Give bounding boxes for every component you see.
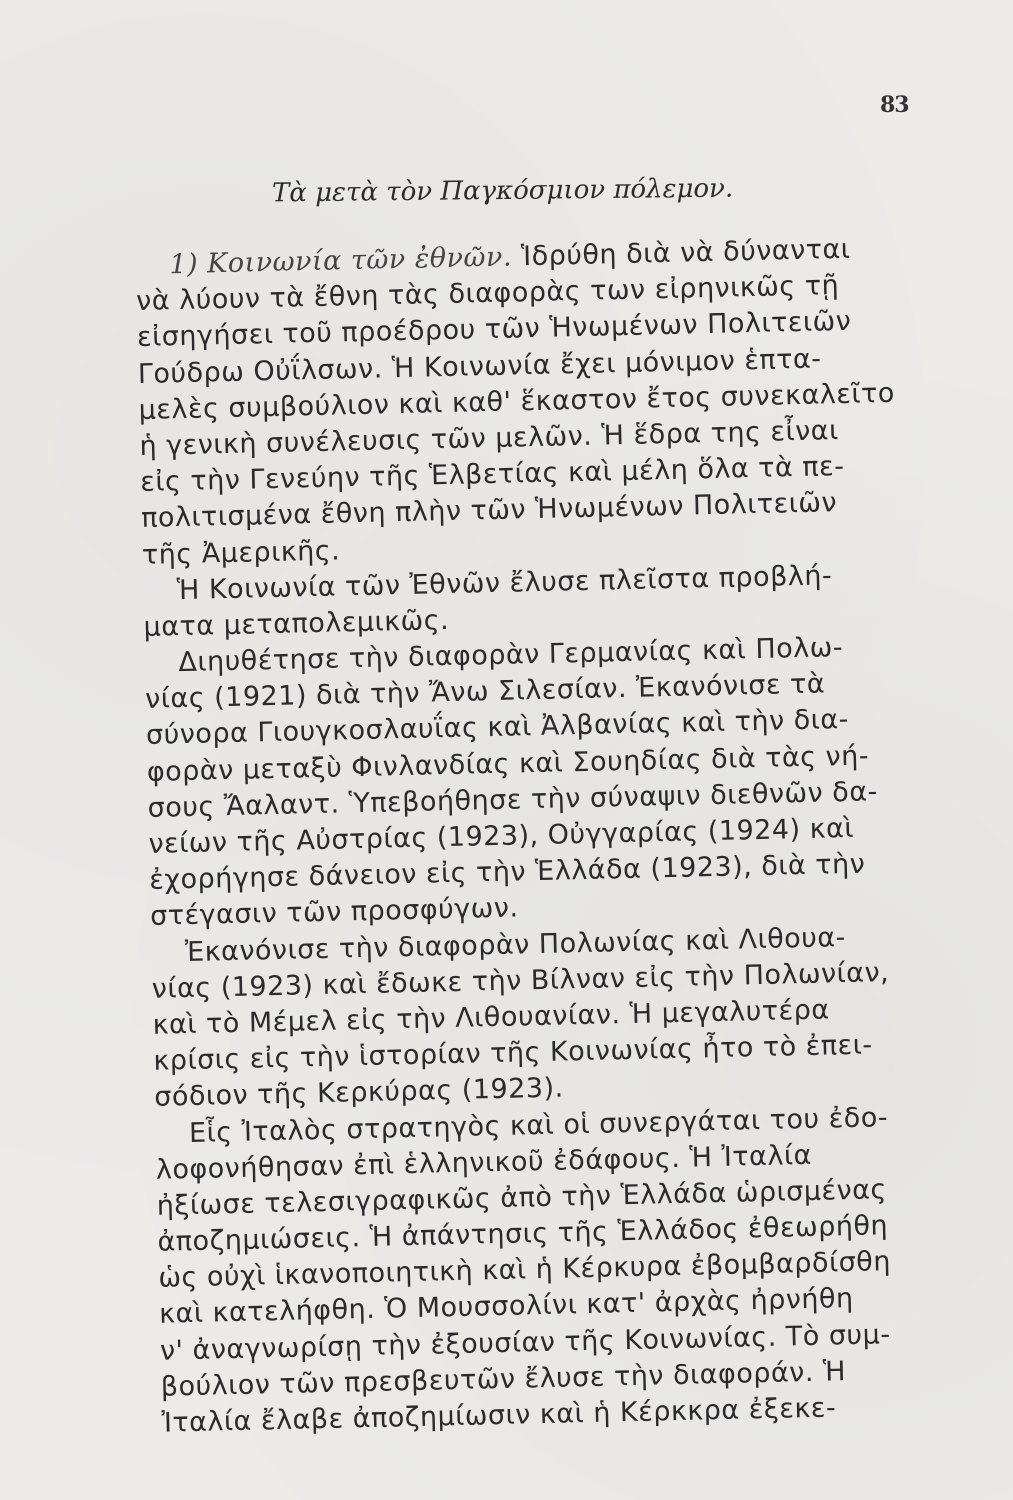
text-line: εἰς τὴν Γενεύην τῆς Ἑλβετίας καὶ μέλη ὅλα τὰ πε- [139, 451, 845, 499]
text-line: ὡς οὐχὶ ἱκανοποιητικὴ καὶ ἡ Κέρκυρα ἐβομβαρδίσθη [158, 1246, 892, 1294]
text-line: Ἐκανόνισε τὴν διαφορὰν Πολωνίας καὶ Λιθουα- [184, 921, 847, 968]
text-line: νίας (1921) διὰ τὴν Ἄνω Σιλεσίαν. Ἐκανόνισε τὰ [144, 668, 826, 716]
text-line: βούλιον τῶν πρεσβευτῶν ἔλυσε τὴν διαφοράν. Ἡ [160, 1355, 847, 1403]
text-line: Ἡ Κοινωνία τῶν Ἐθνῶν ἔλυσε πλεῖστα προβλή- [176, 559, 833, 606]
text-line: σους Ἄαλαντ. Ὑπεβοήθησε τὴν σύναψιν διεθνῶν δα- [147, 776, 879, 824]
text-line: καὶ τὸ Μέμελ εἰς τὴν Λιθουανίαν. Ἡ μεγαλυτέρα [152, 994, 830, 1041]
text-line: κρίσις εἰς τὴν ἱστορίαν τῆς Κοινωνίας ἦτο τὸ ἐπει- [153, 1029, 873, 1077]
text-line: νείων τῆς Αὐστρίας (1923), Οὐγγαρίας (1924) καὶ [148, 812, 855, 860]
text-line: ἀποζημιώσεις. Ἡ ἀπάντησις τῆς Ἑλλάδος ἐθεωρήθη [157, 1210, 889, 1258]
chapter-title: Τὰ μετὰ τὸν Παγκόσμιον πόλεμον. [271, 173, 734, 209]
text-line: πολιτισμένα ἔθνη πλὴν τῶν Ἡνωμένων Πολιτειῶν [140, 487, 838, 535]
text-line: νίας (1923) καὶ ἔδωκε τὴν Βίλναν εἰς τὴν Πολωνίαν, [151, 956, 890, 1005]
text-line: Ἰταλία ἔλαβε ἀποζημίωσιν καὶ ἡ Κέρκκρα ἐξεκε- [161, 1392, 837, 1439]
text-line: λοφονήθησαν ἐπὶ ἑλληνικοῦ ἐδάφους. Ἡ Ἰταλία [155, 1139, 813, 1186]
text-line: σύνορα Γιουγκοσλαυΐας καὶ Ἀλβανίας καὶ τὴν δια- [145, 704, 850, 752]
text-line: 1) Κοινωνία τῶν ἐθνῶν. Ἱδρύθη διὰ νὰ δύνανται [169, 233, 851, 281]
text-line: καὶ κατελήφθη. Ὁ Μουσσολίνι κατ' ἀρχὰς ἠρνήθη [158, 1283, 854, 1331]
text-line: ν' ἀναγνωρίσῃ τὴν ἐξουσίαν τῆς Κοινωνίας. Τὸ συμ- [159, 1318, 891, 1367]
text-line: ἐχορήγησε δάνειον εἰς τὴν Ἑλλάδα (1923), διὰ τὴν [149, 848, 866, 897]
text-line: νὰ λύουν τὰ ἔθνη τὰς διαφορὰς των εἰρηνικῶς τῇ [135, 270, 840, 318]
text-line: τῆς Ἀμερικῆς. [141, 534, 341, 571]
body-text [135, 230, 962, 1442]
section-heading: 1) Κοινωνία τῶν ἐθνῶν. [169, 241, 513, 281]
text-line: μελὲς συμβούλιον καὶ καθ' ἕκαστον ἔτος συνεκαλεῖτο [138, 377, 896, 426]
text-line: σόδιον τῆς Κερκύρας (1923). [153, 1072, 565, 1114]
text-line: φορὰν μεταξὺ Φινλανδίας καὶ Σουηδίας διὰ τὰς νή- [146, 740, 870, 788]
text-line: στέγασιν τῶν προσφύγων. [149, 892, 519, 933]
text-line: εἰσηγήσει τοῦ προέδρου τῶν Ἡνωμένων Πολιτειῶν [136, 306, 852, 354]
text-line: Διηυθέτησε τὴν διαφορὰν Γερμανίας καὶ Πολω- [178, 632, 844, 679]
page-number: 83 [880, 92, 909, 118]
text-line: ἠξίωσε τελεσιγραφικῶς ἀπὸ τὴν Ἑλλάδα ὡρισμένας [156, 1174, 888, 1222]
text-line: Εἷς Ἰταλὸς στρατηγὸς καὶ οἱ συνεργάται του ἐδο- [188, 1101, 889, 1149]
text-line: ἡ γενικὴ συνέλευσις τῶν μελῶν. Ἡ ἕδρα της εἶναι [139, 415, 840, 462]
text-line: ματα μεταπολεμικῶς. [143, 604, 450, 643]
text-line: Γούδρω Οὐΐλσων. Ἡ Κοινωνία ἔχει μόνιμον ἑπτα- [137, 343, 822, 390]
